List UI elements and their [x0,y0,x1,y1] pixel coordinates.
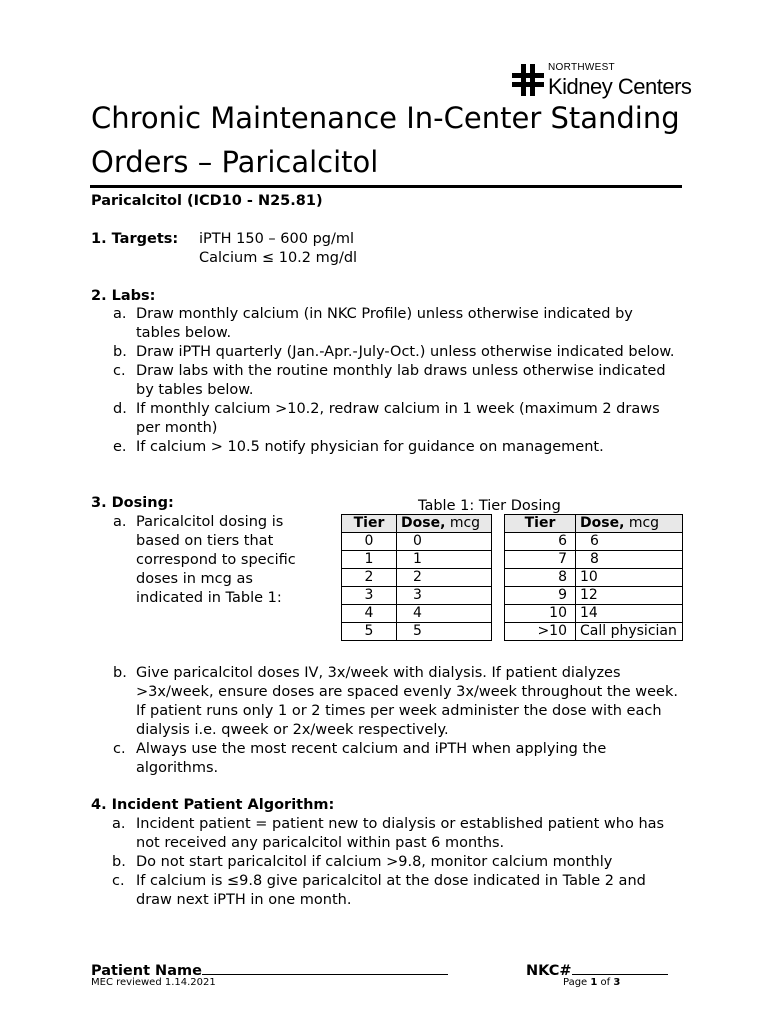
dose-cell: 10 [576,569,683,587]
dosing-more-list [91,664,681,778]
incident-list [91,815,681,910]
tier-cell: 5 [342,623,397,641]
table-header-row [342,515,683,533]
tier-dosing-table [341,514,683,641]
list-text: If calcium is ≤9.8 give paricalcitol at the dose indicated in Table 2 and draw next iPTH in one month. [136,873,646,908]
dosing-heading: 3. Dosing: [91,495,174,511]
table-row [342,605,683,623]
list-item [91,872,681,910]
list-item [91,513,321,608]
dose-cell: 0 [397,533,492,551]
patient-name-label: Patient Name [91,963,202,979]
dose-cell: 6 [576,533,683,551]
tier-cell: 1 [342,551,397,569]
list-marker: d. [113,401,127,417]
list-item [91,815,681,853]
tier-cell: 7 [505,551,576,569]
list-marker: b. [112,854,126,870]
targets-label: 1. Targets: [91,231,179,247]
list-text: If monthly calcium >10.2, redraw calcium in 1 week (maximum 2 draws per month) [136,401,660,436]
document-title: Chronic Maintenance In-Center Standing Orders – Paricalcitol [91,101,680,179]
list-item [91,400,681,438]
list-marker: c. [113,363,126,379]
header-dose: Dose, mcg [397,515,492,533]
list-item [91,853,681,872]
list-marker: a. [112,816,126,832]
nkc-logo-icon [512,64,544,96]
tier-cell: 0 [342,533,397,551]
tier-cell: 9 [505,587,576,605]
dose-cell: 14 [576,605,683,623]
dose-cell: 12 [576,587,683,605]
list-marker: c. [112,873,125,889]
list-text: Draw iPTH quarterly (Jan.-Apr.-July-Oct.) unless otherwise indicated below. [136,344,675,360]
list-item [91,343,681,362]
tier-cell: 4 [342,605,397,623]
list-text: Give paricalcitol doses IV, 3x/week with dialysis. If patient dialyzes >3x/week, ensure doses are spaced evenly 3x/week throughout the week. If patient runs only 1 or 2 times per week administer the dose with each dialysis i.e. qweek or 2x/week respectively. [136,665,678,738]
dose-cell: 8 [576,551,683,569]
list-text: If calcium > 10.5 notify physician for guidance on management. [136,439,604,455]
targets-calcium: Calcium ≤ 10.2 mg/dl [199,250,358,266]
reviewed-date: MEC reviewed 1.14.2021 [91,977,216,988]
dose-cell: 5 [397,623,492,641]
tier-cell: 2 [342,569,397,587]
table-caption: Table 1: Tier Dosing [418,498,561,514]
patient-name-line [202,960,448,975]
header-tier: Tier [342,515,397,533]
logo-brand-top: NORTHWEST [548,62,615,73]
tier-cell: >10 [505,623,576,641]
targets-ipth: iPTH 150 – 600 pg/ml [199,231,355,247]
logo-brand-name: Kidney Centers [548,74,692,99]
list-marker: a. [113,514,127,530]
header-tier: Tier [505,515,576,533]
table-row [342,533,683,551]
list-marker: a. [113,306,127,322]
dose-cell: 3 [397,587,492,605]
dose-cell: 4 [397,605,492,623]
list-item [91,438,681,457]
drug-heading: Paricalcitol (ICD10 - N25.81) [91,193,323,209]
labs-heading: 2. Labs: [91,288,156,304]
list-item [91,305,681,343]
title-rule [90,185,682,188]
table-row [342,569,683,587]
dose-cell: 1 [397,551,492,569]
page-number: Page 1 of 3 [563,977,621,988]
list-marker: b. [113,665,127,681]
tier-cell: 10 [505,605,576,623]
list-text: Draw monthly calcium (in NKC Profile) unless otherwise indicated by tables below. [136,306,633,341]
table-row [342,551,683,569]
nkc-number-line [572,960,668,975]
tier-cell: 8 [505,569,576,587]
tier-cell: 3 [342,587,397,605]
list-marker: c. [113,741,126,757]
table-row [342,623,683,641]
list-text: Do not start paricalcitol if calcium >9.8, monitor calcium monthly [136,854,613,870]
labs-list [91,305,681,457]
dosing-item-a [91,513,321,608]
table-row [342,587,683,605]
dose-cell: Call physician [576,623,683,641]
list-marker: b. [113,344,127,360]
dose-cell: 2 [397,569,492,587]
list-item [91,362,681,400]
list-item [91,740,681,778]
list-text: Incident patient = patient new to dialysis or established patient who has not received any paricalcitol within past 6 months. [136,816,665,851]
list-item [91,664,681,740]
header-dose: Dose, mcg [576,515,683,533]
list-marker: e. [113,439,127,455]
list-text: Draw labs with the routine monthly lab draws unless otherwise indicated by tables below. [136,363,666,398]
incident-heading: 4. Incident Patient Algorithm: [91,797,335,813]
nkc-number-label: NKC# [526,963,572,979]
list-text: Always use the most recent calcium and iPTH when applying the algorithms. [136,741,607,776]
tier-cell: 6 [505,533,576,551]
list-text: Paricalcitol dosing is based on tiers that correspond to specific doses in mcg as indicated in Table 1: [136,514,296,606]
